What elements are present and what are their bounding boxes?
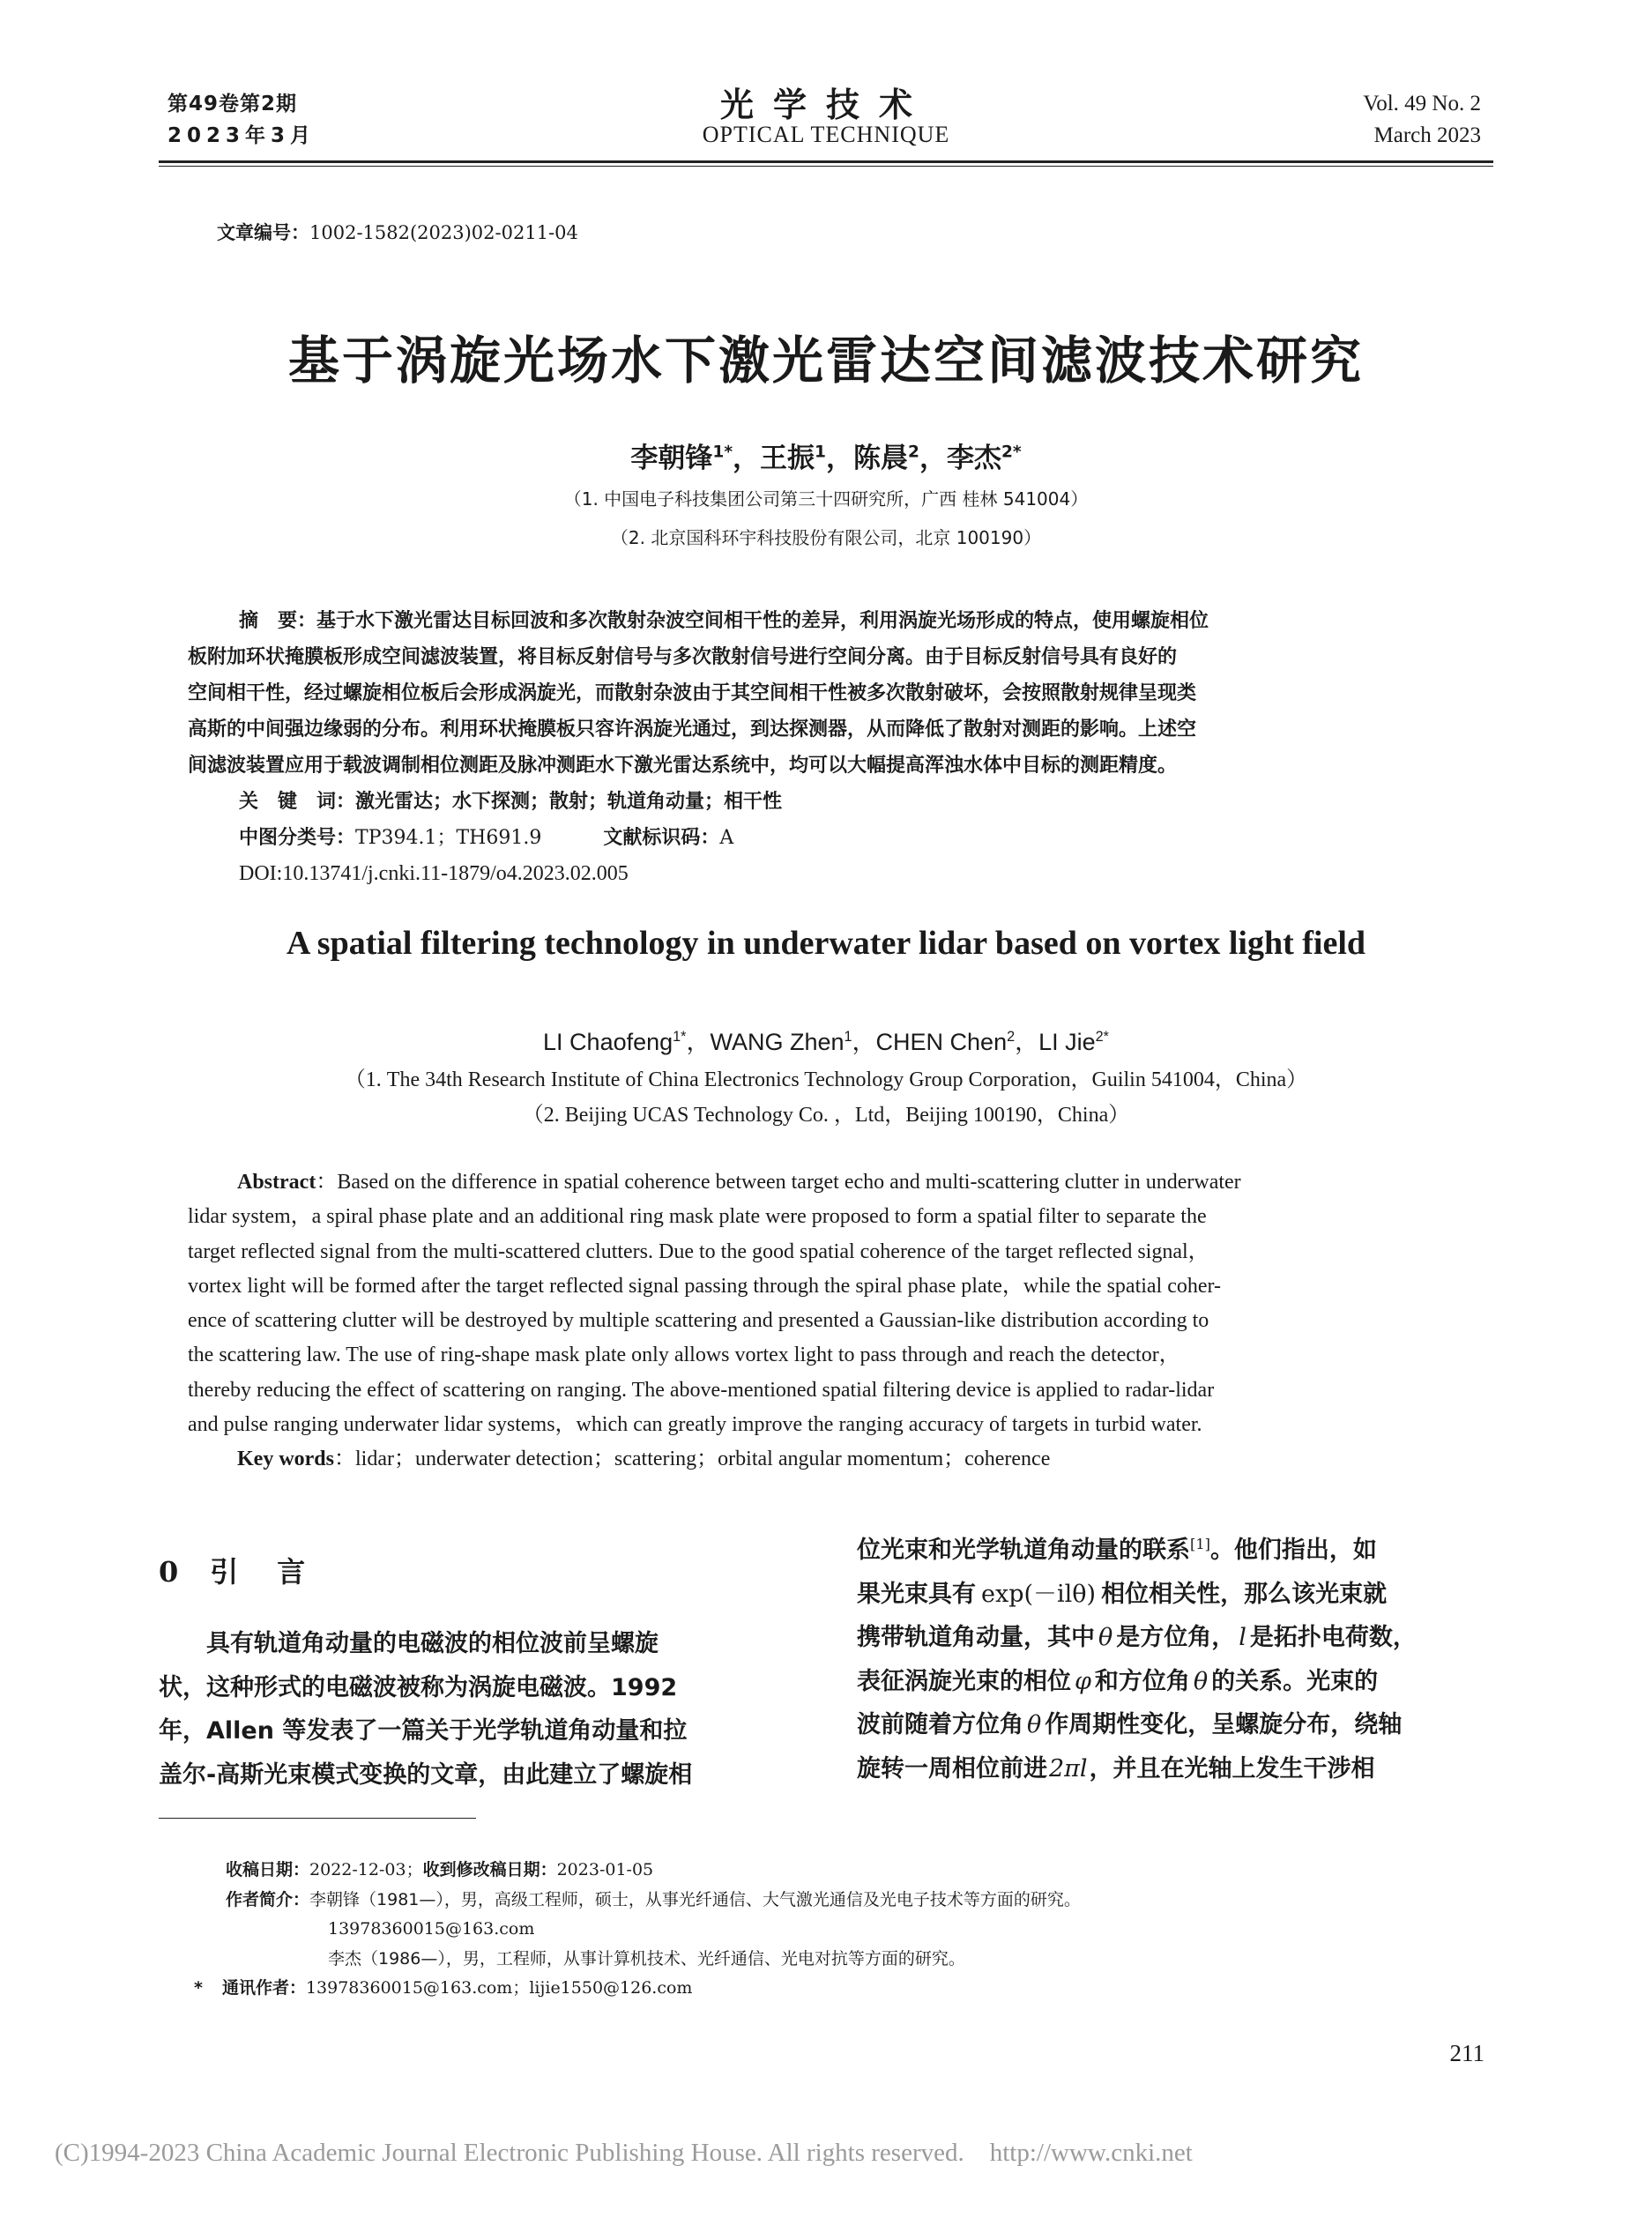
received-date: 2022-12-03；: [309, 1860, 423, 1879]
abstract-cn-line: 间滤波装置应用于载波调制相位测距及脉冲测距水下激光雷达系统中，均可以大幅提高浑浊水体中目标的测距精度。: [188, 755, 1178, 777]
volume-issue-en: Vol. 49 No. 2: [1363, 92, 1481, 115]
header-rule-thin: [159, 166, 1493, 167]
abstract-en-line: ence of scattering clutter will be destroyed by multiple scattering and presented a Gaussian-like distribution according to: [188, 1309, 1209, 1333]
body-text: 的关系。光束的: [1211, 1667, 1379, 1695]
copyright-notice: (C)1994-2023 China Academic Journal Electronic Publishing House. All rights reserved. http://www.cnki.net: [55, 2139, 1193, 2167]
author-sup: 1*: [712, 443, 733, 462]
author-sup: 2*: [1001, 443, 1022, 462]
math-symbol: θ: [1027, 1711, 1042, 1738]
abstract-en-line: the scattering law. The use of ring-shape mask plate only allows vortex light to pass through and reach the detector，: [188, 1343, 1180, 1367]
author-en: LI Jie: [1038, 1029, 1096, 1055]
abstract-cn-label: 摘 要：: [239, 610, 317, 632]
revised-label: 收到修改稿日期：: [422, 1860, 557, 1879]
doi[interactable]: DOI:10.13741/j.cnki.11-1879/o4.2023.02.005: [239, 862, 629, 885]
author-separator: ，: [686, 1029, 711, 1055]
math-symbol: θ: [1193, 1667, 1209, 1695]
body-text: 携带轨道角动量，其中: [857, 1624, 1095, 1651]
abstract-en-line: target reflected signal from the multi-scattered clutters. Due to the good spatial coherence of the target reflected signal，: [188, 1239, 1209, 1263]
author-separator: ，: [826, 443, 853, 474]
intro-right-column: [857, 1529, 1493, 1790]
abstract-en-line: Based on the difference in spatial coherence between target echo and multi-scattering clutter in underwater: [337, 1171, 1241, 1194]
body-line: 盖尔-高斯光束模式变换的文章，由此建立了螺旋相: [159, 1760, 693, 1789]
author-en: CHEN Chen: [875, 1029, 1008, 1055]
abstract-en-line: vortex light will be formed after the target reflected signal passing through the spiral phase plate，while the spatial coher-: [188, 1274, 1222, 1298]
footnotes: [159, 1856, 1493, 2004]
body-line: [857, 1573, 1493, 1617]
intro-left-column: [159, 1622, 795, 1797]
body-text: 相位相关性，那么该光束就: [1101, 1580, 1388, 1608]
math-expression: exp(－ilθ): [981, 1580, 1097, 1608]
title-cn: 基于涡旋光场水下激光雷达空间滤波技术研究: [287, 331, 1364, 391]
article-number-value: 1002-1582(2023)02-0211-04: [309, 222, 578, 243]
author-separator: ，: [733, 443, 761, 474]
clc-value: TP394.1；TH691.9: [355, 827, 542, 849]
corresponding-star: *: [194, 1978, 203, 1998]
page-number: 211: [1449, 2040, 1485, 2066]
author-separator: ，: [919, 443, 947, 474]
doc-code-value: A: [719, 827, 734, 849]
body-line: [857, 1703, 1493, 1747]
affiliation-cn-1: （1. 中国电子科技集团公司第三十四研究所，广西 桂林 541004）: [563, 488, 1089, 510]
keywords-en: lidar；underwater detection；scattering；orbital angular momentum；coherence: [355, 1448, 1051, 1471]
author-sup: 2*: [1095, 1029, 1109, 1045]
authors-en: [159, 1023, 1493, 1057]
revised-date: 2023-01-05: [556, 1860, 654, 1879]
author-sup: 2: [1007, 1029, 1016, 1045]
bio-label: 作者简介：: [226, 1889, 310, 1909]
volume-issue-cn: 第49卷第2期: [167, 93, 298, 115]
affiliation-en-1: （1. The 34th Research Institute of China Electronics Technology Group Corporation，Guilin 541004，China）: [344, 1068, 1308, 1091]
keywords-cn-label: 关 键 词：: [239, 791, 356, 813]
received-label: 收稿日期：: [226, 1860, 310, 1879]
math-symbol: φ: [1075, 1667, 1091, 1695]
author-sup: 1: [815, 443, 826, 462]
author-en: LI Chaofeng: [543, 1029, 673, 1055]
author-sup: 1: [844, 1029, 852, 1045]
body-text: 是拓扑电荷数，: [1249, 1624, 1417, 1651]
date-cn: 2023年3月: [167, 124, 316, 147]
abstract-en-colon: ：: [316, 1171, 338, 1194]
abstract-cn-line: 空间相干性，经过螺旋相位板后会形成涡旋光，而散射杂波由于其空间相干性被多次散射破坏，会按照散射规律呈现类: [188, 682, 1197, 704]
title-en: A spatial filtering technology in underwater lidar based on vortex light field: [286, 925, 1366, 962]
corresponding-emails[interactable]: 13978360015@163.com；lijie1550@126.com: [305, 1978, 693, 1998]
body-line: [857, 1616, 1493, 1660]
abstract-en-line: thereby reducing the effect of scattering on ranging. The above-mentioned spatial filtering device is applied to radar-lidar: [188, 1378, 1215, 1402]
author-sup: 2: [908, 443, 919, 462]
journal-title-en: OPTICAL TECHNIQUE: [702, 122, 950, 147]
body-line: [857, 1660, 1493, 1704]
author-separator: ，: [1015, 1029, 1039, 1055]
body-text: 果光束具有: [857, 1580, 976, 1608]
section-title: 引 言: [210, 1555, 311, 1589]
email-1[interactable]: 13978360015@163.com: [328, 1919, 535, 1939]
bio-1: 李朝锋（1981—），男，高级工程师，硕士，从事光纤通信、大气激光通信及光电子技术等方面的研究。: [309, 1889, 1081, 1909]
abstract-en: [188, 1165, 1464, 1477]
author-cn: 李朝锋: [630, 443, 713, 474]
body-line: 具有轨道角动量的电磁波的相位波前呈螺旋: [206, 1630, 659, 1657]
body-text: 表征涡旋光束的相位: [857, 1667, 1071, 1695]
section-heading: [159, 1550, 310, 1590]
affiliation-cn-2: （2. 北京国科环宇科技股份有限公司，北京 100190）: [610, 527, 1042, 548]
body-text: 。他们指出，如: [1209, 1537, 1377, 1564]
body-line: [857, 1747, 1493, 1791]
abstract-cn-line: 基于水下激光雷达目标回波和多次散射杂波空间相干性的差异，利用涡旋光场形成的特点，使用螺旋相位: [316, 610, 1209, 632]
abstract-en-label: Abstract: [237, 1171, 316, 1194]
author-cn: 陈晨: [853, 443, 908, 474]
body-text: 是方位角，: [1116, 1624, 1236, 1651]
doc-code-label: 文献标识码：: [603, 827, 720, 849]
article-number-label: 文章编号：: [217, 222, 309, 243]
section-number: 0: [159, 1555, 184, 1589]
abstract-cn-line: 高斯的中间强边缘弱的分布。利用环状掩膜板只容许涡旋光通过，到达探测器，从而降低了散射对测距的影响。上述空: [188, 718, 1197, 741]
abstract-cn: [188, 603, 1464, 892]
affiliation-en-2: （2. Beijing UCAS Technology Co. ，Ltd，Beijing 100190，China）: [522, 1104, 1130, 1127]
bio-2: 李杰（1986—），男，工程师，从事计算机技术、光纤通信、光电对抗等方面的研究。: [328, 1948, 965, 1969]
abstract-en-line: lidar system，a spiral phase plate and an additional ring mask plate were proposed to form a spatial filter to separate the: [188, 1205, 1207, 1229]
authors-cn: [159, 435, 1493, 475]
body-text: 波前随着方位角: [857, 1711, 1023, 1738]
keywords-en-label: Key words: [237, 1448, 334, 1471]
math-symbol: 2πl: [1049, 1754, 1088, 1783]
clc-label: 中图分类号：: [239, 827, 356, 849]
corresponding-label: 通讯作者：: [221, 1978, 306, 1998]
abstract-cn-line: 板附加环状掩膜板形成空间滤波装置，将目标反射信号与多次散射信号进行空间分离。由于目标反射信号具有良好的: [188, 646, 1178, 668]
body-text: 旋转一周相位前进: [857, 1754, 1047, 1783]
keywords-en-colon: ：: [334, 1448, 355, 1471]
body-text: 位光束和光学轨道角动量的联系: [857, 1537, 1190, 1564]
body-line: 状，这种形式的电磁波被称为涡旋电磁波。1992: [159, 1673, 678, 1701]
body-text: 作周期性变化，呈螺旋分布，绕轴: [1045, 1711, 1403, 1738]
header-rule-thick: [159, 160, 1493, 163]
article-number: [217, 219, 578, 245]
author-cn: 李杰: [946, 443, 1001, 474]
math-symbol: θ: [1098, 1624, 1113, 1651]
body-text: 和方位角: [1094, 1667, 1190, 1695]
body-line: 年，Allen 等发表了一篇关于光学轨道角动量和拉: [159, 1717, 688, 1745]
journal-title-cn: 光学技术: [719, 86, 932, 124]
footnote-rule: [159, 1818, 476, 1819]
author-separator: ，: [852, 1029, 876, 1055]
author-en: WANG Zhen: [710, 1029, 845, 1055]
keywords-cn: 激光雷达；水下探测；散射；轨道角动量；相干性: [355, 791, 783, 813]
body-line: [857, 1529, 1493, 1573]
abstract-en-line: and pulse ranging underwater lidar systems，which can greatly improve the ranging accuracy of targets in turbid water.: [188, 1413, 1202, 1437]
author-sup: 1*: [673, 1029, 687, 1045]
author-cn: 王振: [760, 443, 815, 474]
citation-ref[interactable]: [1]: [1190, 1536, 1210, 1552]
body-text: ，并且在光轴上发生干涉相: [1089, 1754, 1375, 1783]
math-symbol: l: [1239, 1624, 1246, 1651]
date-en: March 2023: [1373, 123, 1481, 147]
